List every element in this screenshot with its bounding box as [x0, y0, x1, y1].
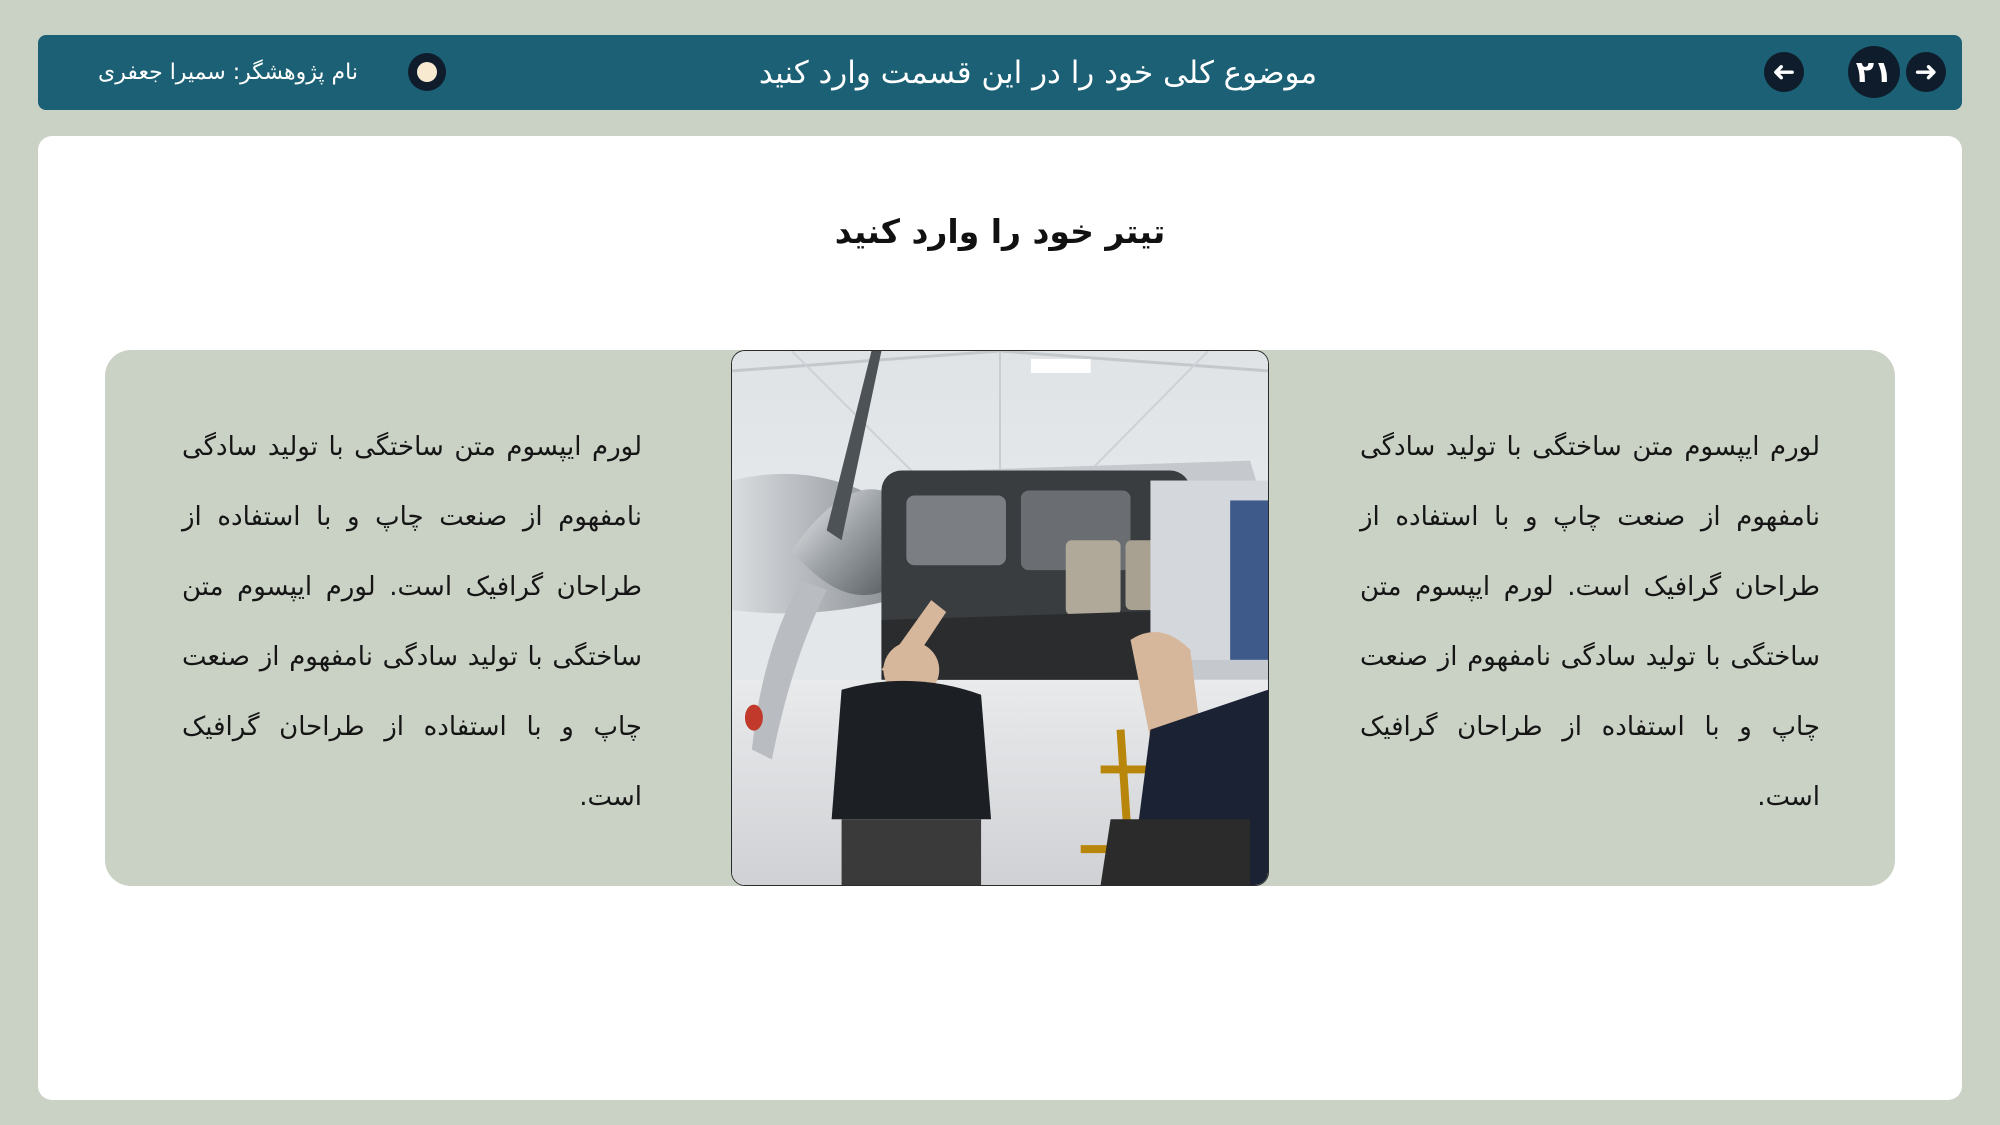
slide-title: تیتر خود را وارد کنید — [834, 211, 1166, 251]
page-number: ۲۱ — [1848, 46, 1900, 98]
body-text-left: لورم ایپسوم متن ساختگی با تولید سادگی نامفهوم از صنعت چاپ و با استفاده از طراحان گرافیک است. لورم ایپسوم متن ساختگی با تولید سادگی نامفهوم از صنعت چاپ و با استفاده از طراحان گرافیک است. — [182, 432, 642, 812]
researcher-name: نام پژوهشگر: سمیرا جعفری — [98, 60, 358, 85]
next-slide-button[interactable] — [1906, 52, 1946, 92]
arrow-right-icon: ➜ — [1914, 55, 1938, 88]
prev-slide-button[interactable] — [1764, 52, 1804, 92]
body-text-right: لورم ایپسوم متن ساختگی با تولید سادگی نامفهوم از صنعت چاپ و با استفاده از طراحان گرافیک است. لورم ایپسوم متن ساختگی با تولید سادگی نامفهوم از صنعت چاپ و با استفاده از طراحان گرافیک است. — [1360, 432, 1820, 812]
arrow-left-icon: ➜ — [1772, 55, 1796, 88]
header-bar — [38, 35, 1962, 110]
aircraft-engine-photo — [731, 350, 1269, 886]
header-title: موضوع کلی خود را در این قسمت وارد کنید — [758, 54, 1318, 91]
